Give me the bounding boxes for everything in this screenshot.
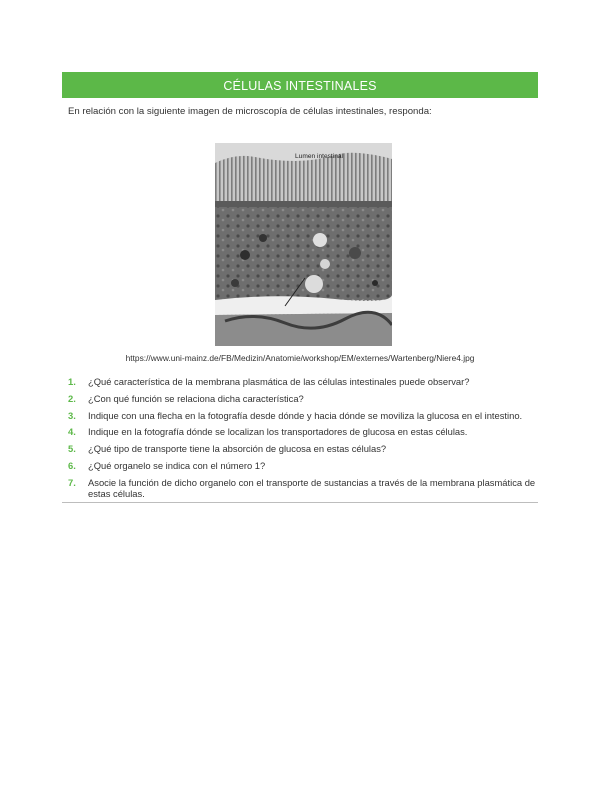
question-text: ¿Qué organelo se indica con el número 1?	[88, 459, 266, 471]
question-text: ¿Qué característica de la membrana plasmática de las células intestinales puede observar?	[88, 376, 470, 387]
question-text: Asocie la función de dicho organelo con el transporte de sustancias a través de la membrana plasmática de estas células.	[88, 476, 536, 500]
question-item	[68, 393, 538, 405]
bottom-divider	[62, 502, 538, 503]
question-text: Indique en la fotografía dónde se localizan los transportadores de glucosa en estas células.	[88, 426, 468, 438]
question-text: ¿Con qué función se relaciona dicha característica?	[88, 392, 304, 404]
lumen-label: Lumen intestinal	[295, 153, 344, 160]
question-number: 5.	[68, 443, 76, 455]
question-number: 7.	[68, 476, 76, 488]
question-text: Indique con una flecha en la fotografía desde dónde y hacia dónde se moviliza la glucosa en el intestino.	[88, 409, 523, 421]
question-number: 2.	[68, 392, 76, 404]
question-item	[68, 410, 538, 422]
question-item	[68, 443, 538, 455]
question-list	[68, 376, 538, 505]
section-title-banner	[62, 72, 538, 98]
image-source-url: https://www.uni-mainz.de/FB/Medizin/Anatomie/workshop/EM/externes/Wartenberg/Niere4.jpg	[125, 353, 475, 363]
question-number: 3.	[68, 409, 76, 421]
question-number: 6.	[68, 459, 76, 471]
question-item	[68, 376, 538, 388]
question-item	[68, 477, 538, 500]
question-item	[68, 426, 538, 438]
question-number: 1.	[68, 376, 76, 387]
section-title: CÉLULAS INTESTINALES	[223, 79, 377, 93]
question-number: 4.	[68, 426, 76, 438]
question-text: ¿Qué tipo de transporte tiene la absorción de glucosa en estas células?	[88, 443, 387, 455]
microscopy-illustration	[215, 143, 392, 346]
question-item	[68, 460, 538, 472]
intro-text: En relación con la siguiente imagen de microscopía de células intestinales, responda:	[68, 106, 432, 117]
microscopy-image	[215, 143, 392, 346]
